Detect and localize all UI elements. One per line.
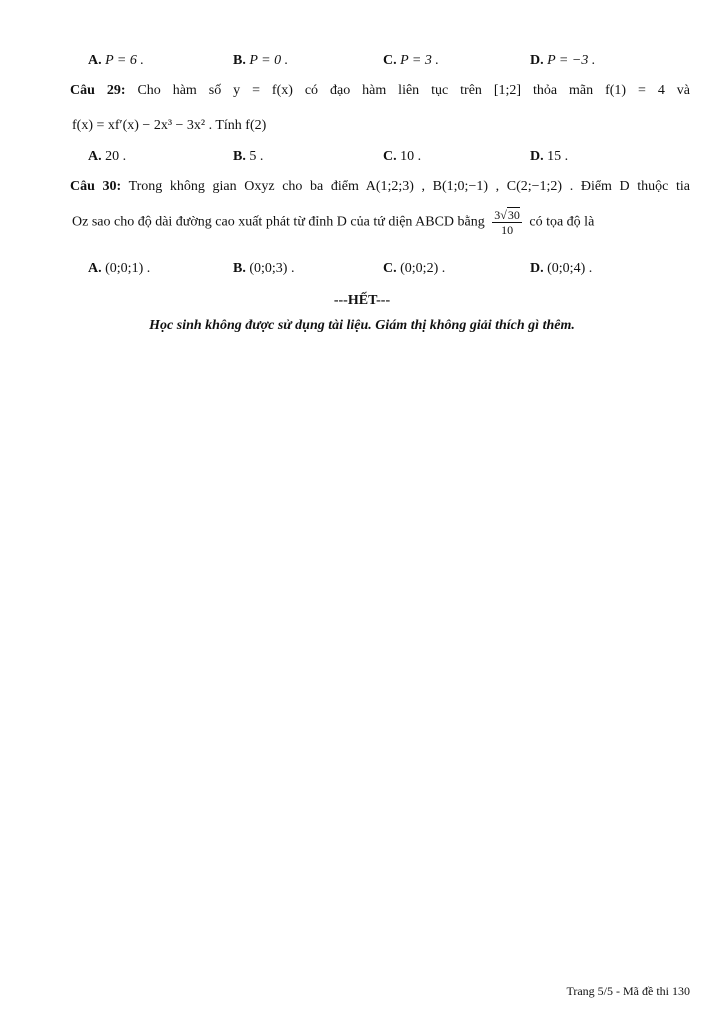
- q29-option-d: D. 15 .: [530, 149, 569, 164]
- q30-option-a: A. (0;0;1) .: [88, 261, 151, 276]
- q29-line2: f(x) = xf′(x) − 2x³ − 3x² . Tính f(2): [72, 118, 267, 133]
- q30-line1: Câu 30: Trong không gian Oxyz cho ba điểm A(1;2;3) , B(1;0;−1) , C(2;−1;2) . Điểm D thuộc tia: [70, 179, 691, 194]
- q29-option-c: C. 10 .: [383, 149, 422, 164]
- height-fraction: $\frac{3√30}{10}$: [494, 208, 520, 237]
- q28-option-a: A. P = 6 .: [88, 53, 144, 68]
- q29-line1: Câu 29: Cho hàm số y = f(x) có đạo hàm liên tục trên [1;2] thỏa mãn f(1) = 4 và: [70, 83, 690, 98]
- q30-line2: Oz sao cho độ dài đường cao xuất phát từ đỉnh D của tứ diện ABCD bằng $\frac{3√30}{10}$ có tọa độ là: [72, 208, 595, 237]
- q28-option-d: D. P = −3 .: [530, 53, 596, 68]
- q30-option-b: B. (0;0;3) .: [233, 261, 295, 276]
- page-footer: Trang 5/5 - Mã đề thi 130: [566, 984, 690, 998]
- exam-notice: Học sinh không được sử dụng tài liệu. Giám thị không giải thích gì thêm.: [149, 318, 575, 333]
- q28-option-b: B. P = 0 .: [233, 53, 289, 68]
- q28-option-c: C. P = 3 .: [383, 53, 439, 68]
- q29-option-b: B. 5 .: [233, 149, 264, 164]
- end-mark: ---HẾT---: [333, 293, 391, 308]
- q30-option-d: D. (0;0;4) .: [530, 261, 593, 276]
- q29-option-a: A. 20 .: [88, 149, 127, 164]
- q30-option-c: C. (0;0;2) .: [383, 261, 446, 276]
